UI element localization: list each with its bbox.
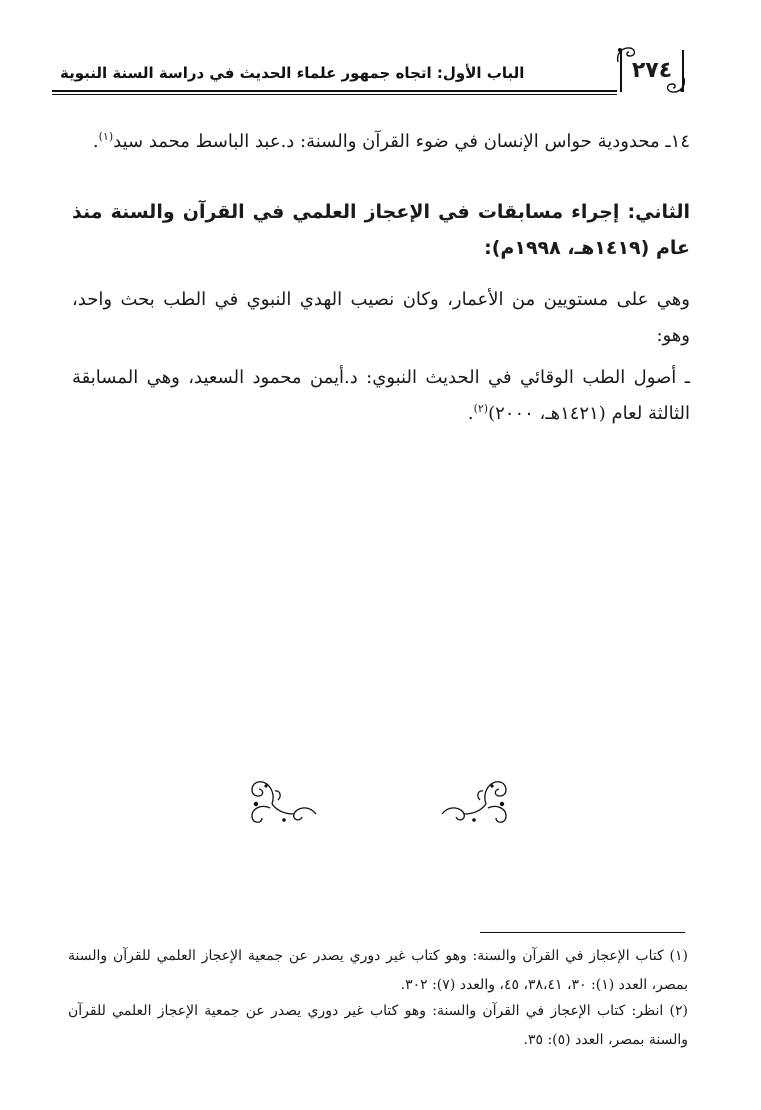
flourish-ornament-icon (436, 774, 514, 828)
item-prevention-text: ـ أصول الطب الوقائي في الحديث النبوي: د.أيمن محمود السعيد، وهي المسابقة الثالثة لعام (١٤٢١هـ، ٢٠٠٠) (72, 367, 690, 424)
footnote-1-text: كتاب الإعجاز في القرآن والسنة: وهو كتاب غير دوري يصدر عن جمعية الإعجاز العلمي للقرآن والسنة بمصر، العدد (١): ٣٠، ٣٨،٤١، ٤٥، والعدد (٧): ٣٠٢. (68, 948, 688, 993)
header-rule (52, 90, 617, 92)
footnote-separator (480, 932, 685, 933)
footnote-2 (68, 997, 688, 1055)
flourish-ornament-icon (244, 774, 322, 828)
section-heading-second: الثاني: إجراء مسابقات في الإعجاز العلمي في القرآن والسنة منذ عام (١٤١٩هـ، ١٩٩٨م): (72, 201, 690, 259)
item-14-text: ١٤ـ محدودية حواس الإنسان في ضوء القرآن والسنة: د.عبد الباسط محمد سيد (113, 131, 690, 152)
paragraph-levels: وهي على مستويين من الأعمار، وكان نصيب الهدي النبوي في الطب بحث واحد، وهو: (72, 289, 690, 346)
footnote-ref-2[interactable]: (٢) (473, 402, 489, 415)
footnote-1 (68, 942, 688, 1000)
list-item-14 (72, 124, 690, 160)
footnote-1-number: (١) (669, 948, 689, 964)
header-rule-thin (52, 94, 617, 95)
corner-ornament-icon (614, 44, 640, 66)
corner-ornament-icon (662, 74, 688, 96)
running-title: الباب الأول: اتجاه جمهور علماء الحديث في دراسة السنة النبوية (60, 64, 525, 82)
footnote-ref-1[interactable]: (١) (98, 130, 114, 143)
item-14-end: . (92, 131, 99, 152)
item-prevention-end: . (467, 403, 474, 424)
footnote-2-text: انظر: كتاب الإعجاز في القرآن والسنة: وهو كتاب غير دوري يصدر عن جمعية الإعجاز العلمي للقرآن والسنة بمصر، العدد (٥): ٣٥. (68, 1003, 688, 1048)
page-number: ٢٧٤ (631, 58, 673, 83)
list-item-prevention (72, 360, 690, 432)
footnote-2-number: (٢) (669, 1003, 689, 1019)
